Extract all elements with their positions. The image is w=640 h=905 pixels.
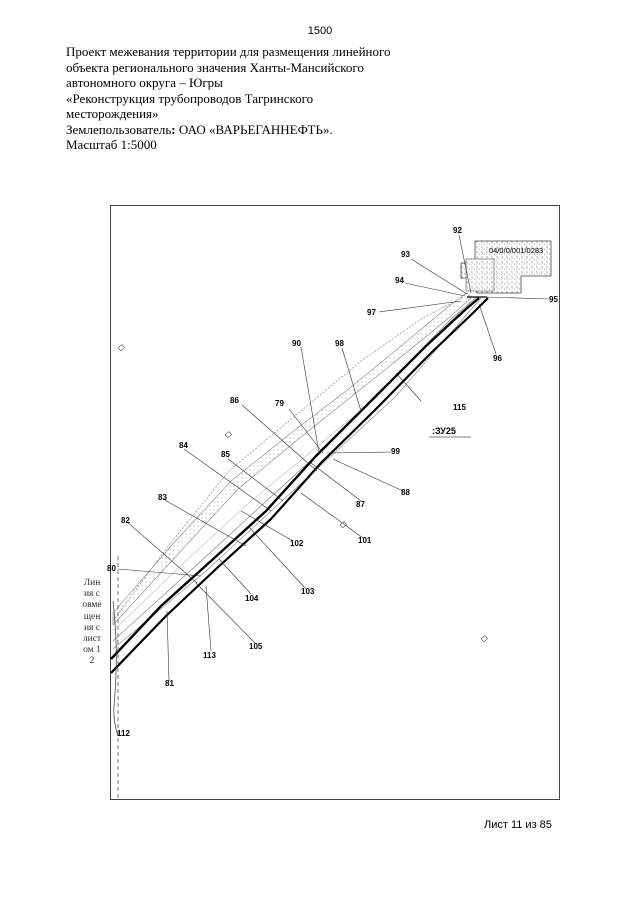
cadastral-number: 04/0/0/001/0283 <box>489 246 544 255</box>
point-label-95: 95 <box>549 295 558 304</box>
landuser-colon: : <box>171 121 176 137</box>
point-label-83: 83 <box>158 493 167 502</box>
point-label-92: 92 <box>453 226 462 235</box>
point-label-96: 96 <box>493 354 502 363</box>
point-label-87: 87 <box>356 500 365 509</box>
header-line-1: Проект межевания территории для размещения линейного <box>66 44 391 59</box>
survey-line-b <box>113 298 481 649</box>
point-label-113: 113 <box>203 651 216 660</box>
point-label-82: 82 <box>121 516 130 525</box>
header-line-2: объекта регионального значения Ханты-Мансийского <box>66 59 364 75</box>
scale-line: Масштаб 1:5000 <box>66 137 157 152</box>
pipeline-main-1 <box>111 298 479 659</box>
pipeline-main-2 <box>111 298 488 673</box>
header-line-4: «Реконструкция трубопроводов Тагринского <box>66 90 314 106</box>
point-label-103: 103 <box>301 587 315 596</box>
zone-label: :ЗУ25 <box>432 426 456 436</box>
document-header <box>66 44 406 153</box>
point-label-112: 112 <box>117 729 130 738</box>
match-line-note: Линия совмещения с листом 12 <box>82 578 102 667</box>
point-label-101: 101 <box>358 536 372 545</box>
map-drawing <box>107 206 561 801</box>
terrain-marker-4 <box>481 636 487 642</box>
cadastral-inner-block <box>466 259 494 291</box>
map-frame <box>107 205 560 800</box>
header-line-5: месторождения» <box>66 106 159 121</box>
terrain-marker-2 <box>225 432 231 438</box>
point-label-98: 98 <box>335 339 344 348</box>
point-label-93: 93 <box>401 250 410 259</box>
point-label-81: 81 <box>165 679 174 688</box>
sheet-footer: Лист 11 из 85 <box>484 819 552 831</box>
point-label-102: 102 <box>290 539 304 548</box>
point-label-80: 80 <box>107 564 116 573</box>
point-label-94: 94 <box>395 276 404 285</box>
point-label-105: 105 <box>249 642 263 651</box>
header-line-3: автономного округа – Югры <box>66 75 223 90</box>
landuser-value: ОАО «ВАРЬЕГАННЕФТЬ». <box>175 121 333 137</box>
terrain-marker-1 <box>118 345 124 351</box>
landuser-label: Землепользователь <box>66 121 172 137</box>
point-label-115: 115 <box>453 403 466 412</box>
point-label-97: 97 <box>367 308 376 317</box>
page-number: 1500 <box>307 25 333 37</box>
point-label-88: 88 <box>401 488 410 497</box>
point-label-79: 79 <box>275 399 284 408</box>
point-label-90: 90 <box>292 339 301 348</box>
point-label-86: 86 <box>230 396 239 405</box>
point-label-104: 104 <box>245 594 259 603</box>
survey-line-c <box>113 301 471 631</box>
landuser-line <box>66 122 406 138</box>
point-label-99: 99 <box>391 447 400 456</box>
point-label-85: 85 <box>221 450 230 459</box>
point-label-84: 84 <box>179 441 188 450</box>
